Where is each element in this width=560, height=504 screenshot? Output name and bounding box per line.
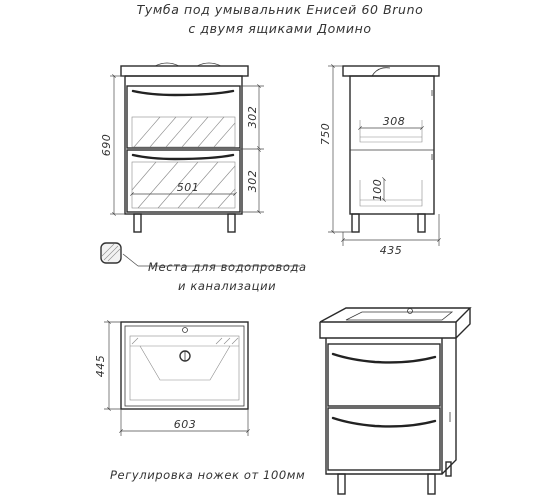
iso-drawer-bottom <box>328 408 440 470</box>
iso-leg-right <box>428 474 435 494</box>
side-leg-right <box>418 214 425 232</box>
front-view <box>100 63 264 232</box>
iso-drawer-top <box>328 344 440 406</box>
dim-drawer-top: 302 <box>246 105 259 129</box>
plan-outline <box>121 322 248 409</box>
front-drawer-bottom-handle <box>133 155 233 159</box>
side-drawer-profiles <box>360 120 422 206</box>
legend <box>101 243 307 293</box>
plan-tap-hole <box>183 328 188 333</box>
title-line-1: Тумба под умывальник Енисей 60 Bruno <box>136 2 424 17</box>
front-drawer-top-handle <box>133 91 233 95</box>
front-leg-right <box>228 214 235 232</box>
dim-side-depth: 435 <box>379 244 403 257</box>
dim-inner-depth: 308 <box>382 115 406 128</box>
title-line-2: с двумя ящиками Домино <box>188 21 372 36</box>
dim-plan-width: 603 <box>173 418 197 431</box>
dim-leg-height: 100 <box>371 178 384 202</box>
iso-drawer-bottom-handle <box>333 418 435 426</box>
iso-leg-left <box>338 474 345 494</box>
legend-line-2: и канализации <box>178 279 277 293</box>
footer-note: Регулировка ножек от 100мм <box>110 468 306 482</box>
legend-line-1: Места для водопровода <box>148 260 307 274</box>
plan-view <box>94 322 248 436</box>
side-leg-left <box>352 214 359 232</box>
dim-plan-depth: 445 <box>94 354 107 378</box>
side-basin-top <box>343 66 439 76</box>
front-basin-top <box>121 66 248 76</box>
dim-drawer-bottom: 302 <box>246 169 259 193</box>
front-leg-left <box>134 214 141 232</box>
iso-drawer-top-handle <box>333 354 435 362</box>
dim-inner-width: 501 <box>176 181 200 194</box>
side-basin-bowl <box>372 68 390 76</box>
dim-front-height: 690 <box>100 133 113 157</box>
side-view <box>319 66 439 257</box>
plan-hatching <box>132 338 238 344</box>
isometric-view <box>320 308 470 494</box>
side-cabinet-body <box>350 76 434 214</box>
iso-basin-front <box>320 308 470 338</box>
dim-side-height: 750 <box>319 122 332 146</box>
